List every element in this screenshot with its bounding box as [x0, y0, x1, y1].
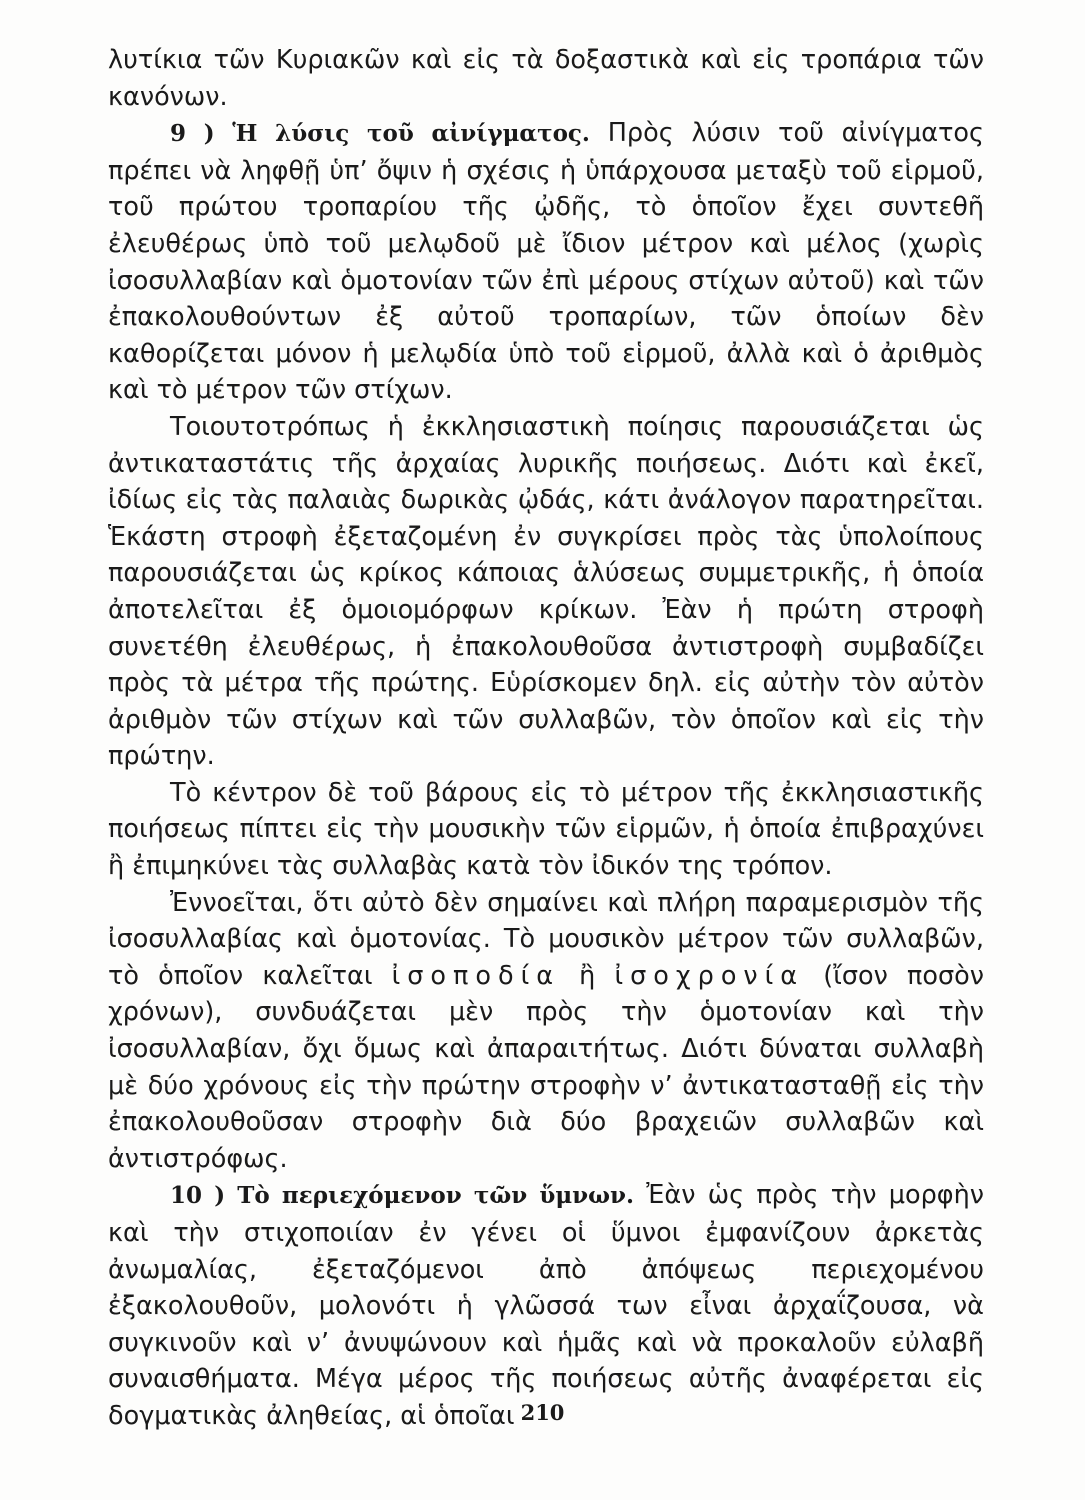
paragraph-connector: ἢ: [560, 960, 615, 991]
paragraph-text: Ἐννοεῖται, ὅτι αὐτὸ δὲν σημαίνει καὶ πλήρη παραμερισμὸν τῆς ἰσοσυλλαβίας καὶ ὁμοτονίας. Τὸ μουσικὸν μέτρον τῶν συλλαβῶν, τὸ ὁποῖον καλεῖται: [108, 887, 984, 991]
paragraph-text: (ἴσον ποσὸν χρόνων), συνδυάζεται μὲν πρὸς τὴν ὁμοτονίαν καὶ τὴν ἰσοσυλλαβίαν, ὄχι ὅμως καὶ ἀπαραιτήτως. Διότι δύναται συλλαβὴ μὲ δύο χρόνους εἰς τὴν πρώτην στροφὴν ν’ ἀντικατασταθῇ εἰς τὴν ἐπακολουθοῦσαν στροφὴν διὰ δύο βραχειῶν συλλαβῶν καὶ ἀντιστρόφως.: [108, 960, 984, 1174]
paragraph-continuation: [108, 42, 984, 115]
section-heading-9: 9 ) Ἡ λύσις τοῦ αἰνίγματος.: [170, 120, 590, 148]
paragraph-text: Πρὸς λύσιν τοῦ αἰνίγματος πρέπει νὰ ληφθῇ ὑπ’ ὄψιν ἡ σχέσις ἡ ὑπάρχουσα μεταξὺ τοῦ εἱρμοῦ, τοῦ πρώτου τροπαρίου τῆς ᾠδῆς, τὸ ὁποῖον ἔχει συντεθῆ ἐλευθέρως ὑπὸ τοῦ μελῳδοῦ μὲ ἴδιον μέτρον καὶ μέλος (χωρὶς ἰσοσυλλαβίαν καὶ ὁμοτονίαν τῶν ἐπὶ μέρους στίχων αὐτοῦ) καὶ τῶν ἐπακολουθούντων ἐξ αὐτοῦ τροπαρίων, τῶν ὁποίων δὲν καθορίζεται μόνον ἡ μελῳδία ὑπὸ τοῦ εἱρμοῦ, ἀλλὰ καὶ ὁ ἀριθμὸς καὶ τὸ μέτρον τῶν στίχων.: [108, 118, 984, 406]
paragraph-text: Τὸ κέντρον δὲ τοῦ βάρους εἰς τὸ μέτρον τῆς ἐκκλησιαστικῆς ποιήσεως πίπτει εἰς τὴν μουσικὴν τῶν εἱρμῶν, ἡ ὁποία ἐπιβραχύνει ἢ ἐπιμηκύνει τὰς συλλαβὰς κατὰ τὸν ἰδικόν της τρόπον.: [108, 777, 984, 882]
paragraph-text: λυτίκια τῶν Κυριακῶν καὶ εἰς τὰ δοξαστικὰ καὶ εἰς τροπάρια τῶν κανόνων.: [108, 45, 984, 112]
paragraph-text: Τοιουτοτρόπως ἡ ἐκκλησιαστικὴ ποίησις παρουσιάζεται ὡς ἀντικαταστάτις τῆς ἀρχαίας λυρικῆς ποιήσεως. Διότι καὶ ἐκεῖ, ἰδίως εἰς τὰς παλαιὰς δωρικὰς ᾠδάς, κάτι ἀνάλογον παρατηρεῖται. Ἑκάστη στροφὴ ἐξεταζομένη ἐν συγκρίσει πρὸς τὰς ὑπολοίπους παρουσιάζεται ὡς κρίκος κάποιας ἁλύσεως συμμετρικῆς, ἡ ὁποία ἀποτελεῖται ἐξ ὁμοιομόρφων κρίκων. Ἐὰν ἡ πρώτη στροφὴ συνετέθη ἐλευθέρως, ἡ ἐπακολουθοῦσα ἀντιστροφὴ συμβαδίζει πρὸς τὰ μέτρα τῆς πρώτης. Εὑρίσκομεν δηλ. εἰς αὐτὴν τὸν αὐτὸν ἀριθμὸν τῶν στίχων καὶ τῶν συλλαβῶν, τὸν ὁποῖον καὶ εἰς τὴν πρώτην.: [108, 411, 984, 772]
paragraph-isosyllaby: [108, 885, 984, 1178]
paragraph-section-9: [108, 115, 984, 409]
spaced-term-isochronia: ἰσοχρονία: [614, 960, 805, 991]
spaced-term-isopodia: ἰσοποδία: [391, 960, 561, 991]
page-number: 210: [520, 1400, 565, 1425]
paragraph-lyric-comparison: [108, 409, 984, 775]
section-heading-10: 10 ) Τὸ περιεχόμενον τῶν ὕμνων.: [170, 1182, 634, 1210]
body-text: [108, 42, 984, 1435]
paragraph-text: Ἐὰν ὡς πρὸς τὴν μορφὴν καὶ τὴν στιχοποιίαν ἐν γένει οἱ ὕμνοι ἐμφανίζουν ἀρκετὰς ἀνωμαλίας, ἐξεταζόμενοι ἀπὸ ἀπόψεως περιεχομένου ἐξακολουθοῦν, μολονότι ἡ γλῶσσά των εἶναι ἀρχαΐζουσα, νὰ συγκινοῦν καὶ ν’ ἀνυψώνουν καὶ ἡμᾶς καὶ νὰ προκαλοῦν εὐλαβῆ συναισθήματα. Μέγα μέρος τῆς ποιήσεως αὐτῆς ἀναφέρεται εἰς δογματικὰς ἀληθείας, αἱ ὁποῖαι: [108, 1180, 984, 1431]
paragraph-section-10: [108, 1177, 984, 1434]
paragraph-center-of-gravity: [108, 775, 984, 885]
